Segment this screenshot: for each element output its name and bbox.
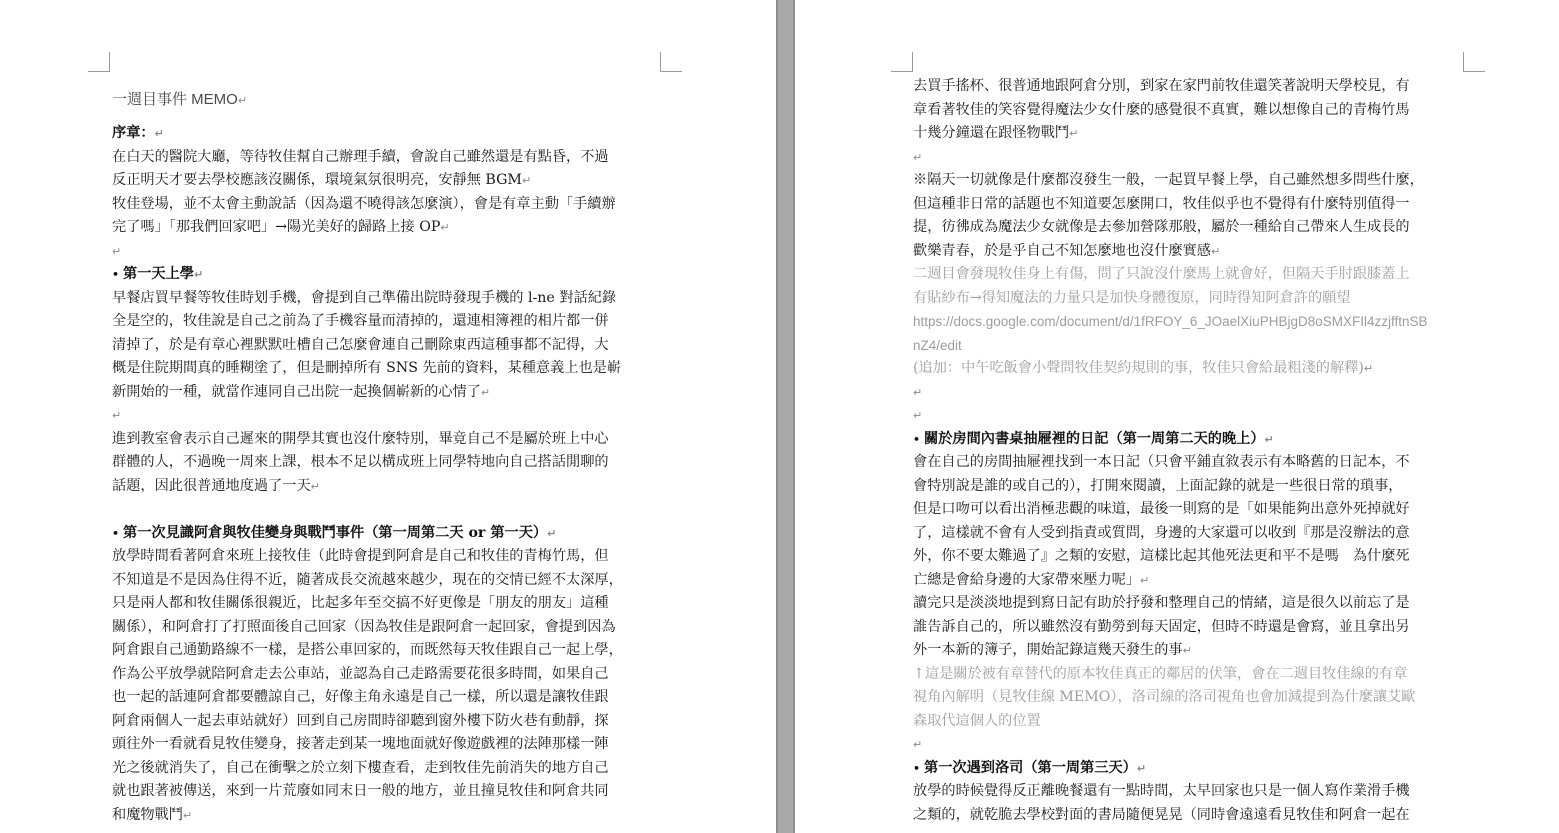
page-gutter (776, 0, 795, 833)
text-line: 阿倉跟自己通勤路線不一樣，是搭公車回家的，而既然每天牧佳跟自己一起上學， (112, 642, 623, 658)
empty-paragraph (112, 498, 664, 522)
text-line: 反正明天才要去學校應該沒關係，環境氣氛很明亮，安靜無 BGM↵ (112, 172, 532, 188)
empty-paragraph: ↵ (112, 244, 122, 258)
text-line: 清掉了，於是有章心裡默默吐槽自己怎麼會連自己刪除東西這種事都不記得，大 (112, 336, 609, 353)
paragraph (913, 451, 1461, 592)
text-line: 之類的，就乾脆去學校對面的書局隨便晃晃（同時會遠遠看見牧佳和阿倉一起在 (913, 806, 1410, 823)
paragraph (112, 545, 664, 827)
text-line: 十幾分鐘還在跟怪物戰鬥↵ (913, 125, 1079, 141)
text-line: ↑這是關於被有章替代的原本牧佳真正的鄰居的伏筆，會在二週目牧佳線的有章 (913, 665, 1408, 682)
text-line: 群體的人，不過晚一周來上課，根本不足以構成班上同學特地向自己搭話閒聊的 (112, 454, 609, 470)
text-line: 和魔物戰鬥↵ (112, 806, 193, 823)
url-text: https://docs.google.com/document/d/1fRFOY_6_JOaelXiuPHBjgD8oSMXFIl4zzjfftnSB (913, 314, 1428, 329)
hyperlink-paragraph[interactable] (913, 310, 1461, 357)
text-line: 但是口吻可以看出消極悲觀的味道，最後一則寫的是「如果能夠出意外死掉就好 (913, 501, 1410, 517)
text-line: 阿倉兩個人一起去車站就好）回到自己房間時卻聽到窗外樓下防火巷有動靜，探 (112, 712, 609, 729)
text-line: 也一起的話連阿倉都要體諒自己，好像主角永遠是自己一樣，所以還是讓牧佳跟 (112, 689, 609, 705)
bullet-icon: • (112, 526, 120, 540)
text-line: 會特別說是誰的或自己的），打開來閱讀，上面記錄的就是一些很日常的瑣事， (913, 477, 1403, 494)
empty-paragraph: ↵ (913, 738, 923, 751)
margin-corner-top-left (891, 52, 913, 72)
document-page-right (795, 0, 1559, 833)
text-line: 有貼紗布→得知魔法的力量只是加快身體復原，同時得知阿倉許的願望 (913, 289, 1351, 306)
section-heading-day1: • 第一天上學↵ (112, 266, 204, 282)
margin-corner-top-left (88, 52, 110, 72)
text-line: 但這種非日常的話題也不知道要怎麼開口，牧佳似乎也不覺得有什麼特別值得一 (913, 195, 1410, 212)
text-line: 話題，因此很普通地度過了一天↵ (112, 477, 320, 494)
margin-corner-top-right (660, 52, 682, 72)
text-line: 作為公平放學就陪阿倉走去公車站，並認為自己走路需要花很多時間，如果自己 (112, 665, 609, 682)
text-line: 完了嗎」「那我們回家吧」→陽光美好的歸路上接 OP↵ (112, 219, 450, 235)
text-line: 全是空的，牧佳說是自己之前為了手機容量而清掉的，還連相簿裡的相片都一併 (112, 313, 609, 329)
page-content[interactable] (913, 75, 1461, 827)
text-line: 關係），和阿倉打了打照面後自己回家（因為牧佳是跟阿倉一起回家，會提到因為 (112, 618, 616, 635)
paragraph (913, 780, 1461, 827)
text-line: 外，你不要太難過了』之類的安慰，這樣比起其他死法更和平不是嗎 為什麼死 (913, 548, 1410, 564)
text-line: 外一本新的簿子，開始記錄這幾天發生的事↵ (913, 642, 1192, 658)
text-line: 森取代這個人的位置 (913, 712, 1041, 729)
text-line: 早餐店買早餐等牧佳時划手機，會提到自己準備出院時發現手機的 l-ne 對話紀錄 (112, 289, 617, 306)
paragraph (913, 169, 1461, 263)
text-line: 不知道是不是因為住得不近，隨著成長交流越來越少，現在的交情已經不太深厚， (112, 571, 623, 588)
section-heading-diary: • 關於房間內書桌抽屜裡的日記（第一周第二天的晚上）↵ (913, 430, 1274, 447)
paragraph (112, 193, 664, 240)
empty-paragraph: ↵ (913, 409, 923, 422)
text-line: 視角內解明（見牧佳線 MEMO），洛司線的洛司視角也會加減提到為什麼讓艾歐 (913, 689, 1416, 705)
text-line: 歡樂青春，於是乎自己不知怎麼地也沒什麼實感↵ (913, 242, 1221, 259)
text-line: 光之後就消失了，自己在衝擊之於立刻下樓查看，走到牧佳先前消失的地方自己 (112, 759, 609, 776)
paragraph (913, 592, 1461, 663)
bullet-icon: • (913, 761, 921, 775)
text-line: 誰告訴自己的，所以雖然沒有勤勞到每天固定，但時不時還是會寫，並且拿出另 (913, 618, 1410, 635)
text-line: 放學的時候覺得反正離晚餐還有一點時間，太早回家也只是一個人寫作業滑手機 (913, 783, 1410, 799)
paragraph (112, 428, 664, 499)
text-line: 牧佳登場，並不太會主動說話（因為還不曉得該怎麼演），會是有章主動「手續辦 (112, 195, 616, 212)
section-heading-rossi: • 第一次遇到洛司（第一周第三天）↵ (913, 759, 1147, 776)
text-line: 讀完只是淡淡地提到寫日記有助於抒發和整理自己的情緒，這是很久以前忘了是 (913, 595, 1410, 611)
document-title: 一週目事件 MEMO↵ (112, 91, 248, 108)
text-line: 放學時間看著阿倉來班上接牧佳（此時會提到阿倉是自己和牧佳的青梅竹馬，但 (112, 548, 609, 564)
document-page-left (0, 0, 776, 833)
paragraph (913, 75, 1461, 146)
text-line: ※隔天一切就像是什麼都沒發生一般，一起買早餐上學，自己雖然想多問些什麼， (913, 172, 1424, 188)
text-line: 了，這樣就不會有人受到指責或質問，身邊的大家還可以收到『那是沒辦法的意 (913, 524, 1410, 541)
text-line: 二週目會發現牧佳身上有傷，問了只說沒什麼馬上就會好，但隔天手肘跟膝蓋上 (913, 266, 1410, 282)
text-line: 概是住院期間真的睡糊塗了，但是刪掉所有 SNS 先前的資料，某種意義上也是嶄 (112, 360, 622, 376)
text-line: 會在自己的房間抽屜裡找到一本日記（只會平鋪直敘表示有本略舊的日記本，不 (913, 454, 1410, 470)
paragraph-gray (913, 263, 1461, 310)
empty-paragraph: ↵ (112, 409, 122, 422)
empty-paragraph: ↵ (913, 150, 923, 164)
paragraph-gray: (追加：中午吃飯會小聲問牧佳契約規則的事，牧佳只會給最粗淺的解釋)↵ (913, 360, 1374, 376)
text-line: 去買手搖杯、很普通地跟阿倉分別，到家在家門前牧佳還笑著說明天學校見，有 (913, 78, 1410, 94)
url-text: nZ4/edit (913, 337, 962, 353)
text-line: 新開始的一種，就當作連同自己出院一起換個嶄新的心情了↵ (112, 383, 491, 400)
section-heading-first-meet: • 第一次見識阿倉與牧佳變身與戰鬥事件（第一周第二天 or 第一天）↵ (112, 524, 557, 541)
bullet-icon: • (913, 432, 921, 446)
text-line: 進到教室會表示自己遲來的開學其實也沒什麼特別，畢竟自己不是屬於班上中心 (112, 430, 609, 447)
section-heading-prologue: 序章：↵ (112, 125, 164, 141)
text-line: 就也跟著被傳送，來到一片荒廢如同末日一般的地方，並且撞見牧佳和阿倉共同 (112, 783, 609, 799)
text-line: 亡總是會給身邊的大家帶來壓力呢」↵ (913, 571, 1150, 588)
empty-paragraph: ↵ (913, 385, 923, 399)
paragraph (112, 287, 664, 405)
text-line: 頭往外一看就看見牧佳變身，接著走到某一塊地面就好像遊戲裡的法陣那樣一陣 (112, 736, 609, 752)
text-line: 章看著牧佳的笑容覺得魔法少女什麼的感覺很不真實，難以想像自己的青梅竹馬 (913, 101, 1410, 118)
text-line: 提，彷彿成為魔法少女就像是去參加營隊那般，屬於一種給自己帶來人生成長的 (913, 219, 1410, 235)
margin-corner-top-right (1463, 52, 1485, 72)
text-line: 只是兩人都和牧佳關係很親近，比起多年至交搞不好更像是「朋友的朋友」這種 (112, 595, 609, 611)
paragraph (112, 146, 664, 193)
paragraph-gray (913, 663, 1461, 734)
bullet-icon: • (112, 268, 120, 281)
text-line: 在白天的醫院大廳，等待牧佳幫自己辦理手續，會說自己雖然還是有點昏，不過 (112, 148, 609, 165)
page-content[interactable] (112, 88, 664, 827)
